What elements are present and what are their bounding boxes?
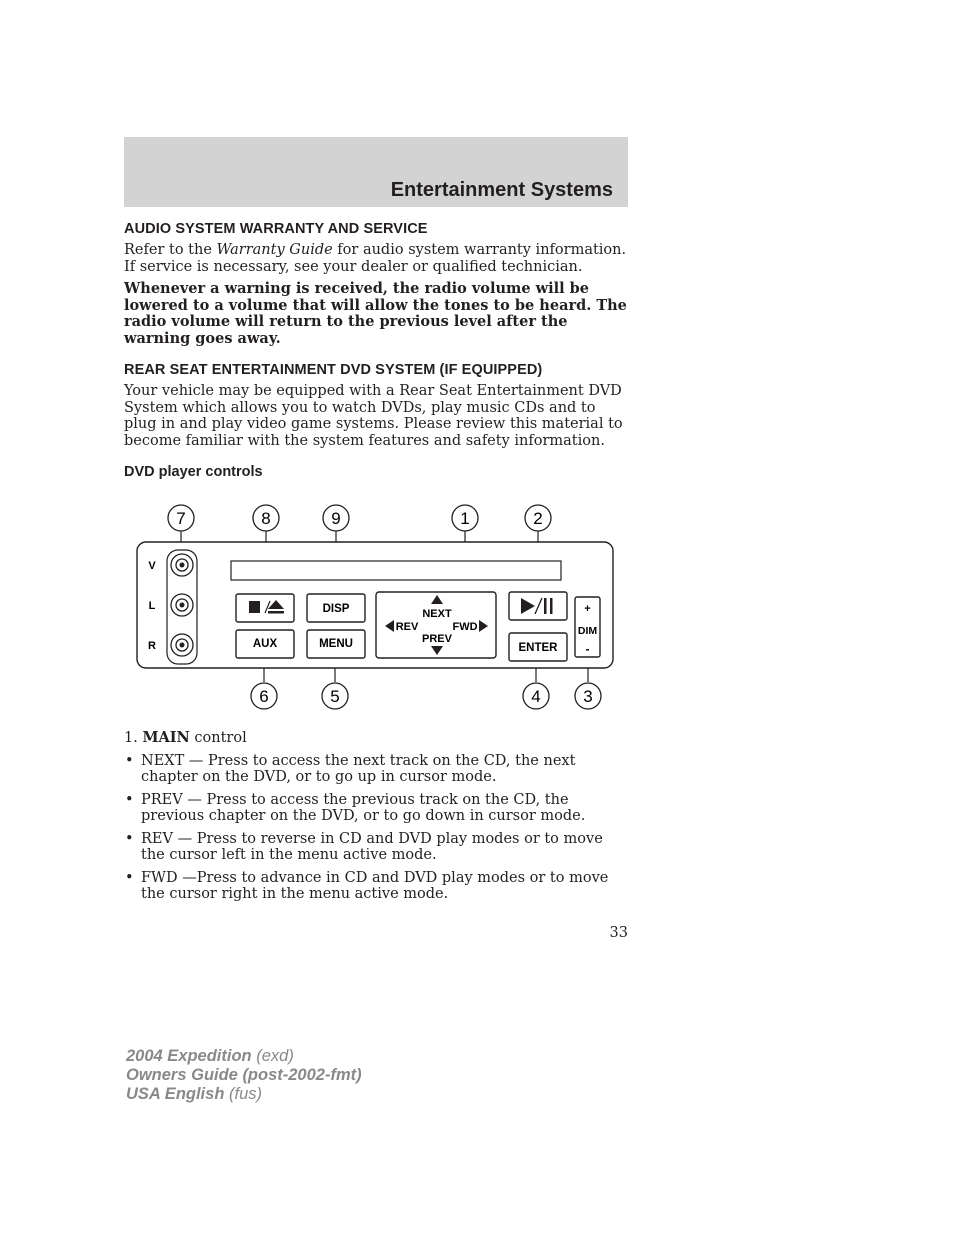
svg-text:3: 3 [583, 687, 593, 706]
heading-warranty: AUDIO SYSTEM WARRANTY AND SERVICE [124, 221, 428, 237]
audio-left-jack[interactable] [171, 594, 193, 616]
callout-5 [322, 683, 348, 709]
callout-3 [575, 683, 601, 709]
svg-text:7: 7 [176, 509, 186, 528]
list-item: • NEXT — Press to access the next track on the CD, the next chapter on the DVD, or to go up in cursor mode. [125, 752, 576, 785]
heading-rse: REAR SEAT ENTERTAINMENT DVD SYSTEM (IF EQUIPPED) [124, 362, 543, 378]
svg-text:AUX: AUX [252, 638, 278, 650]
callout-1 [452, 505, 478, 531]
svg-text:MENU: MENU [319, 638, 353, 650]
main-control-pad[interactable] [376, 592, 496, 658]
svg-text:8: 8 [261, 509, 271, 528]
svg-text:9: 9 [331, 509, 341, 528]
controls-list [124, 730, 628, 909]
stop-eject-button[interactable] [236, 594, 294, 622]
warranty-guide-title: Warranty Guide [216, 242, 333, 258]
fwd-label: FWD [452, 621, 478, 633]
stop-icon [249, 601, 260, 613]
aux-button[interactable] [236, 630, 294, 658]
play-pause-button[interactable] [509, 592, 567, 620]
svg-text:1: 1 [460, 509, 470, 528]
svg-text:6: 6 [259, 687, 269, 706]
jack-label-v: V [148, 560, 156, 572]
svg-text:4: 4 [531, 687, 541, 706]
main-content [124, 221, 628, 480]
audio-right-jack[interactable] [171, 634, 193, 656]
pause-icon [544, 598, 547, 614]
video-jack[interactable] [171, 554, 193, 576]
prev-label: PREV [422, 633, 452, 645]
page-number: 33 [609, 925, 628, 941]
disc-slot [231, 561, 561, 580]
list-item: • FWD —Press to advance in CD and DVD play modes or to move the cursor right in the menu active mode. [125, 869, 609, 902]
paragraph-rse: Your vehicle may be equipped with a Rear Seat Entertainment DVD System which allows you to watch DVDs, play music CDs and to plug in and play video game systems. Please review this material to become familiar with the system features and safety information. [124, 383, 623, 449]
svg-text:5: 5 [330, 687, 340, 706]
svg-text:DISP: DISP [322, 603, 350, 615]
enter-button[interactable] [509, 633, 567, 661]
list-item: 1. MAIN control [124, 729, 247, 746]
svg-text:2: 2 [533, 509, 543, 528]
warning-paragraph: Whenever a warning is received, the radio volume will be lowered to a volume that will allow the tones to be heard. The radio volume will return to the previous level after the warning goes away. [124, 280, 627, 347]
callout-2 [525, 505, 551, 531]
heading-dvd-controls: DVD player controls [124, 464, 263, 480]
callout-4 [523, 683, 549, 709]
jack-label-l: L [148, 600, 156, 612]
list-item: • PREV — Press to access the previous track on the CD, the previous chapter on the DVD, or to go down in cursor mode. [125, 791, 586, 824]
svg-text:ENTER: ENTER [518, 642, 558, 654]
dvd-controls-diagram [124, 500, 628, 715]
rev-label: REV [395, 621, 419, 633]
jack-label-r: R [148, 640, 156, 652]
dim-plus-label: + [584, 603, 591, 615]
callout-8 [253, 505, 279, 531]
dim-rocker-button[interactable] [575, 597, 600, 657]
list-item: • REV — Press to reverse in CD and DVD play modes or to move the cursor left in the menu active mode. [125, 830, 603, 863]
paragraph-warranty: Refer to the Warranty Guide for audio system warranty information. If service is necessary, see your dealer or qualified technician. [124, 242, 627, 275]
dim-label: DIM [577, 625, 598, 637]
disp-button[interactable] [307, 594, 365, 622]
dim-minus-label: - [585, 642, 590, 656]
document-footer: 2004 Expedition (exd) Owners Guide (post-2002-fmt) USA English (fus) [126, 1047, 362, 1103]
menu-button[interactable] [307, 630, 365, 658]
section-title: Entertainment Systems [390, 179, 613, 201]
callout-7 [168, 505, 194, 531]
next-label: NEXT [422, 608, 452, 620]
section-header-band [124, 137, 628, 207]
callout-9 [323, 505, 349, 531]
callout-6 [251, 683, 277, 709]
